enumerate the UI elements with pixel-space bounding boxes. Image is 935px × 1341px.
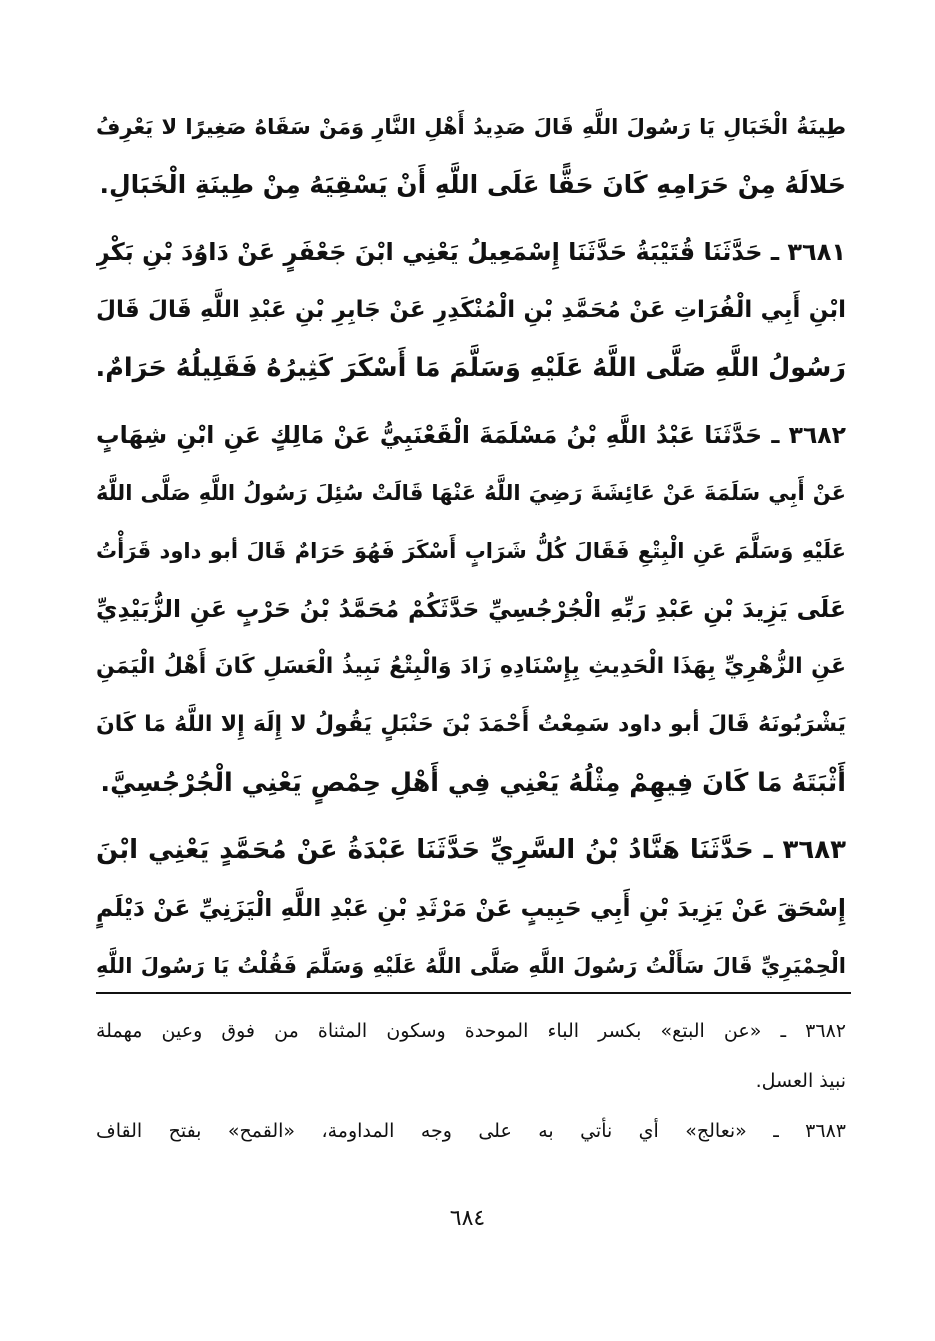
footnote-3682 <box>96 1006 846 1106</box>
footnote-line: ٣٦٨٢ ـ «عن البتع» بكسر الباء الموحدة وسكون المثناة من فوق وعين مهملة <box>96 1020 846 1042</box>
footnotes <box>96 1006 846 1156</box>
hadith-3682 <box>96 406 846 812</box>
hadith-3681 <box>96 223 846 397</box>
text-line: ٣٦٨٣ ـ حَدَّثَنَا هَنَّادُ بْنُ السَّرِيِّ حَدَّثَنَا عَبْدَةُ عَنْ مُحَمَّدٍ يَعْنِي ابْنَ <box>96 835 846 865</box>
footnote-line: ٣٦٨٣ ـ «نعالج» أي نأتي به على وجه المداومة، «القمح» بفتح القاف <box>96 1120 846 1142</box>
footnote-3683 <box>96 1106 846 1156</box>
hadith-3683 <box>96 821 846 995</box>
paragraph-continuation <box>96 98 846 214</box>
text-line: عَلَى يَزِيدَ بْنِ عَبْدِ رَبِّهِ الْجُرْجُسِيِّ حَدَّثَكُمْ مُحَمَّدُ بْنُ حَرْبٍ عَنِ الزُّبَيْدِيِّ <box>96 595 846 623</box>
text-line: إِسْحَقَ عَنْ يَزِيدَ بْنِ أَبِي حَبِيبٍ عَنْ مَرْثَدِ بْنِ عَبْدِ اللَّهِ الْيَزَنِيِّ عَنْ دَيْلَمٍ <box>96 894 846 922</box>
footnote-line: نبيذ العسل. <box>755 1070 846 1092</box>
page-number: ٦٨٤ <box>449 1206 486 1231</box>
text-line: عَنِ الزُّهْرِيِّ بِهَذَا الْحَدِيثِ بِإِسْنَادِهِ زَادَ وَالْبِتْعُ نَبِيذُ الْعَسَلِ كَانَ أَهْلُ الْيَمَنِ <box>96 654 846 679</box>
hadith-text-body <box>96 98 846 1004</box>
text-line: طِينَةُ الْخَبَالِ يَا رَسُولَ اللَّهِ قَالَ صَدِيدُ أَهْلِ النَّارِ وَمَنْ سَقَاهُ صَغِيرًا لا يَعْرِفُ <box>96 115 846 139</box>
footnote-divider <box>96 992 851 994</box>
text-line: عَنْ أَبِي سَلَمَةَ عَنْ عَائِشَةَ رَضِيَ اللَّهُ عَنْهَا قَالَتْ سُئِلَ رَسُولُ اللَّهِ صَلَّى اللَّهُ <box>96 481 846 505</box>
text-line: الْحِمْيَرِيِّ قَالَ سَأَلْتُ رَسُولَ اللَّهِ صَلَّى اللَّهُ عَلَيْهِ وَسَلَّمَ فَقُلْتُ يَا رَسُولَ اللَّهِ <box>96 954 846 978</box>
text-line: ابْنِ أَبِي الْفُرَاتِ عَنْ مُحَمَّدِ بْنِ الْمُنْكَدِرِ عَنْ جَابِرِ بْنِ عَبْدِ اللَّهِ قَالَ قَالَ <box>96 297 846 323</box>
text-line: حَلالَهُ مِنْ حَرَامِهِ كَانَ حَقًّا عَلَى اللَّهِ أَنْ يَسْقِيَهُ مِنْ طِينَةِ الْخَبَالِ. <box>99 170 846 199</box>
text-line: ٣٦٨٢ ـ حَدَّثَنَا عَبْدُ اللَّهِ بْنُ مَسْلَمَةَ الْقَعْنَبِيُّ عَنْ مَالِكٍ عَنِ ابْنِ شِهَابٍ <box>96 421 846 449</box>
text-line: أَثْبَتَهُ مَا كَانَ فِيهِمْ مِثْلُهُ يَعْنِي فِي أَهْلِ حِمْصٍ يَعْنِي الْجُرْجُسِيَّ. <box>100 768 846 798</box>
text-line: عَلَيْهِ وَسَلَّمَ عَنِ الْبِتْعِ فَقَالَ كُلُّ شَرَابٍ أَسْكَرَ فَهُوَ حَرَامٌ قَالَ أبو داود قَرَأْتُ <box>96 539 846 563</box>
text-line: رَسُولُ اللَّهِ صَلَّى اللَّهُ عَلَيْهِ وَسَلَّمَ مَا أَسْكَرَ كَثِيرُهُ فَقَلِيلُهُ حَرَامٌ. <box>96 353 846 383</box>
text-line: ٣٦٨١ ـ حَدَّثَنَا قُتَيْبَةُ حَدَّثَنَا إِسْمَعِيلُ يَعْنِي ابْنَ جَعْفَرٍ عَنْ دَاوُدَ بْنِ بَكْرِ <box>96 238 846 266</box>
text-line: يَشْرَبُونَهُ قَالَ أبو داود سَمِعْتُ أَحْمَدَ بْنَ حَنْبَلٍ يَقُولُ لا إِلَهَ إِلا اللَّهُ مَا كَانَ <box>96 712 846 737</box>
